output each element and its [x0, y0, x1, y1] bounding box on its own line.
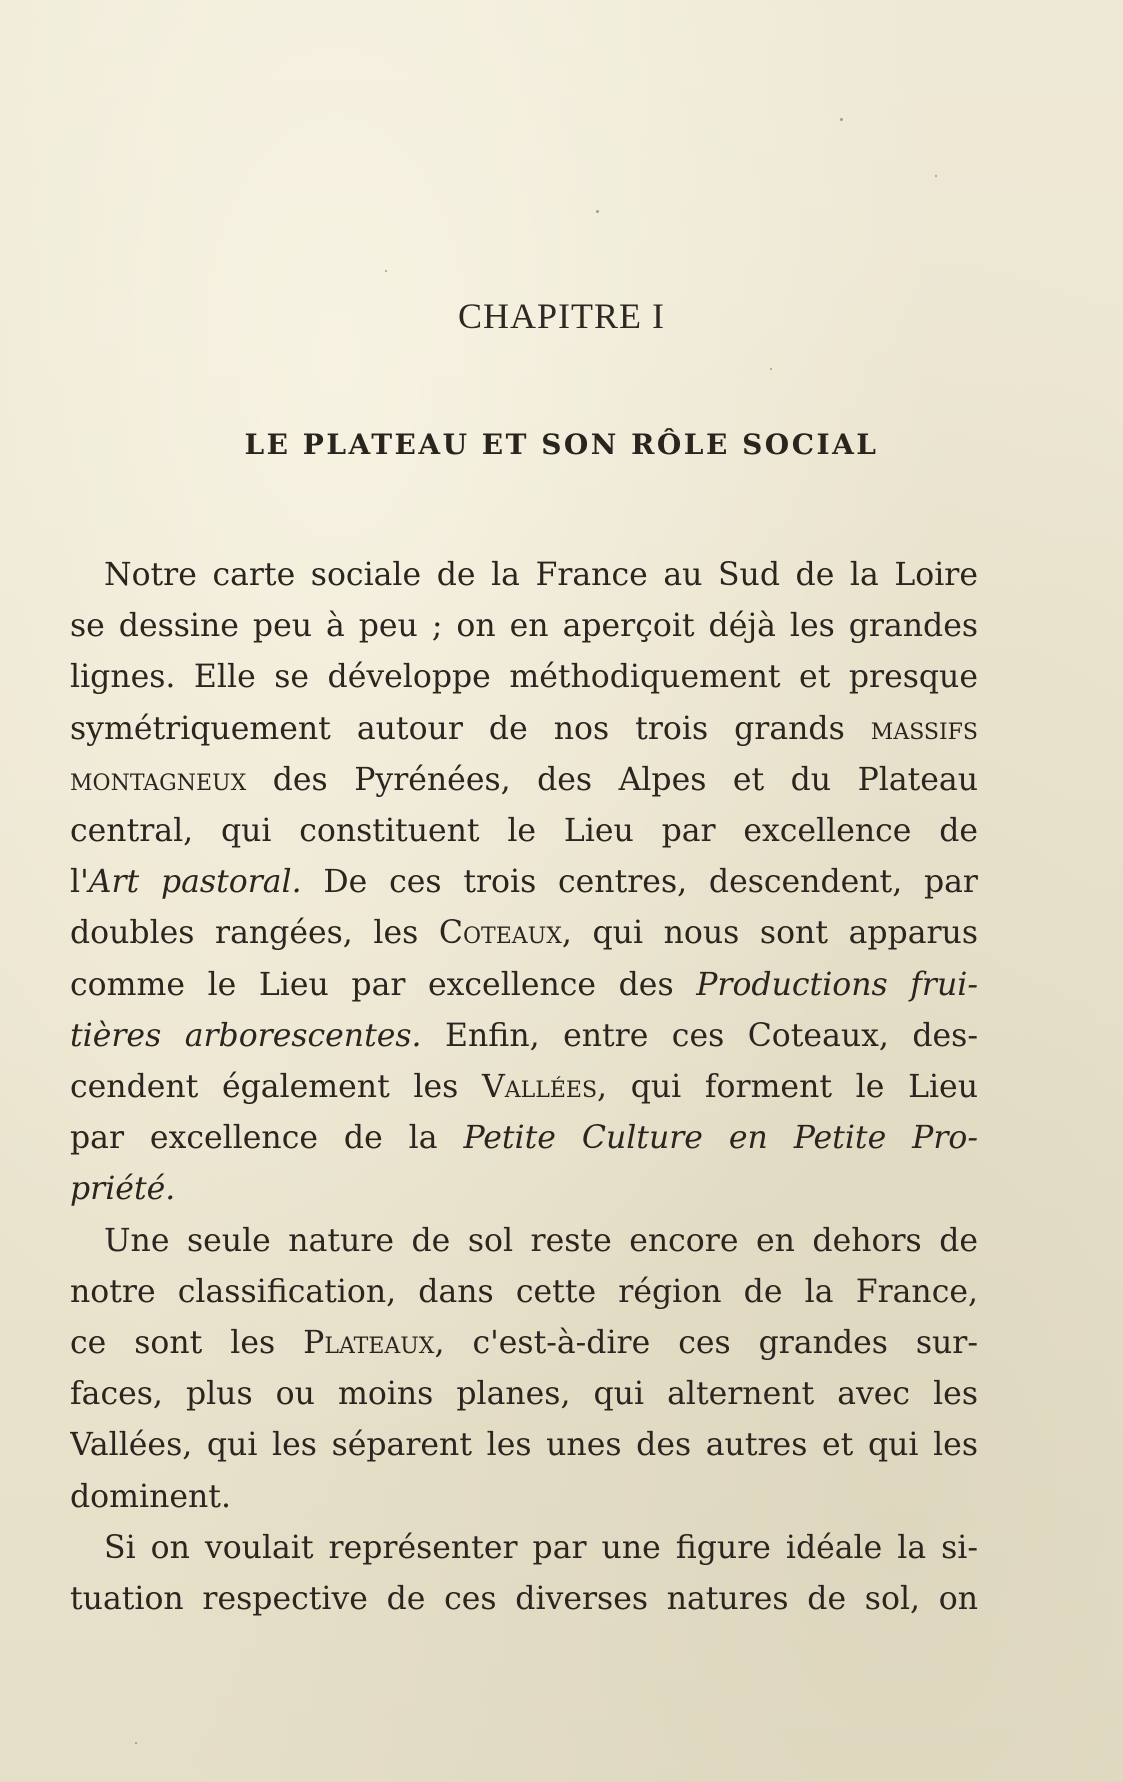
text-line — [70, 601, 978, 652]
text-run: dominent. — [70, 1478, 231, 1515]
text-line — [70, 1420, 978, 1471]
text-run: ce sont les — [70, 1325, 304, 1362]
text-run: notre classification, dans cette région de la France, — [70, 1273, 978, 1310]
text-run: central, qui constituent le Lieu par excellence de — [70, 813, 978, 850]
text-run: , c'est-à-dire ces grandes sur- — [434, 1325, 978, 1362]
text-run: Notre carte sociale de la France au Sud de la Loire — [104, 557, 978, 593]
text-run: tuation respective de ces diverses natures de sol, on — [70, 1581, 978, 1618]
text-run: Enfin, entre ces Coteaux, des- — [421, 1017, 978, 1054]
paper-speck — [935, 175, 937, 177]
text-run: doubles rangées, les — [70, 915, 439, 952]
text-line — [70, 1164, 978, 1215]
text-run: lignes. Elle se développe méthodiquement et presque — [70, 659, 978, 696]
text-run: comme le Lieu par excellence des — [70, 966, 697, 1003]
small-caps-text: Vallées — [481, 1069, 598, 1106]
italic-text: Art pastoral. — [88, 864, 302, 901]
paper-speck — [840, 118, 843, 121]
italic-text: priété. — [70, 1171, 176, 1208]
italic-text: Petite Culture en Petite Pro- — [463, 1120, 978, 1157]
text-run: , qui nous sont apparus — [561, 915, 978, 952]
text-line — [70, 960, 978, 1011]
text-line — [70, 1574, 978, 1625]
text-line — [70, 1523, 978, 1574]
text-run: cendent également les — [70, 1069, 482, 1106]
text-line — [70, 857, 978, 908]
text-run: symétriquement autour de nos trois grands — [70, 710, 871, 747]
paper-speck — [385, 270, 387, 272]
text-run: Vallées, qui les séparent les unes des autres et qui les — [70, 1427, 978, 1464]
paper-speck — [596, 210, 599, 213]
chapter-heading: CHAPITRE I — [458, 296, 665, 336]
text-run: , qui forment le Lieu — [597, 1069, 978, 1106]
text-run: des Pyrénées, des Alpes et du Plateau — [246, 761, 978, 798]
text-line — [70, 1267, 978, 1318]
text-line — [70, 1369, 978, 1420]
italic-text: Productions frui- — [696, 966, 978, 1003]
text-run: Une seule nature de sol reste encore en dehors de — [104, 1222, 978, 1259]
text-run: par excellence de la — [70, 1120, 464, 1157]
small-caps-text: Coteaux — [438, 915, 562, 952]
small-caps-text: massifs — [870, 710, 978, 747]
text-line — [70, 1062, 978, 1113]
text-run: Si on voulait représenter par une figure idéale la si- — [104, 1529, 978, 1566]
body-text — [70, 550, 978, 1625]
text-line — [70, 1113, 978, 1164]
text-line — [70, 652, 978, 703]
italic-text: tières arborescentes. — [70, 1017, 422, 1054]
text-line — [70, 550, 978, 601]
text-run: faces, plus ou moins planes, qui alternent avec les — [70, 1376, 978, 1413]
text-line — [70, 1318, 978, 1369]
small-caps-text: Plateaux — [303, 1325, 435, 1362]
text-line — [70, 806, 978, 857]
text-run: De ces trois centres, descendent, par — [301, 864, 978, 901]
text-line — [70, 1011, 978, 1062]
text-run: se dessine peu à peu ; on en aperçoit déjà les grandes — [70, 608, 978, 645]
text-line — [70, 755, 978, 806]
chapter-title: LE PLATEAU ET SON RÔLE SOCIAL — [244, 428, 879, 461]
text-line — [70, 908, 978, 959]
text-line — [70, 1472, 978, 1523]
small-caps-text: montagneux — [70, 761, 247, 798]
text-line — [70, 1216, 978, 1267]
paper-speck — [135, 1742, 137, 1744]
paper-speck — [770, 368, 772, 370]
text-line — [70, 704, 978, 755]
text-run: l' — [70, 864, 89, 901]
